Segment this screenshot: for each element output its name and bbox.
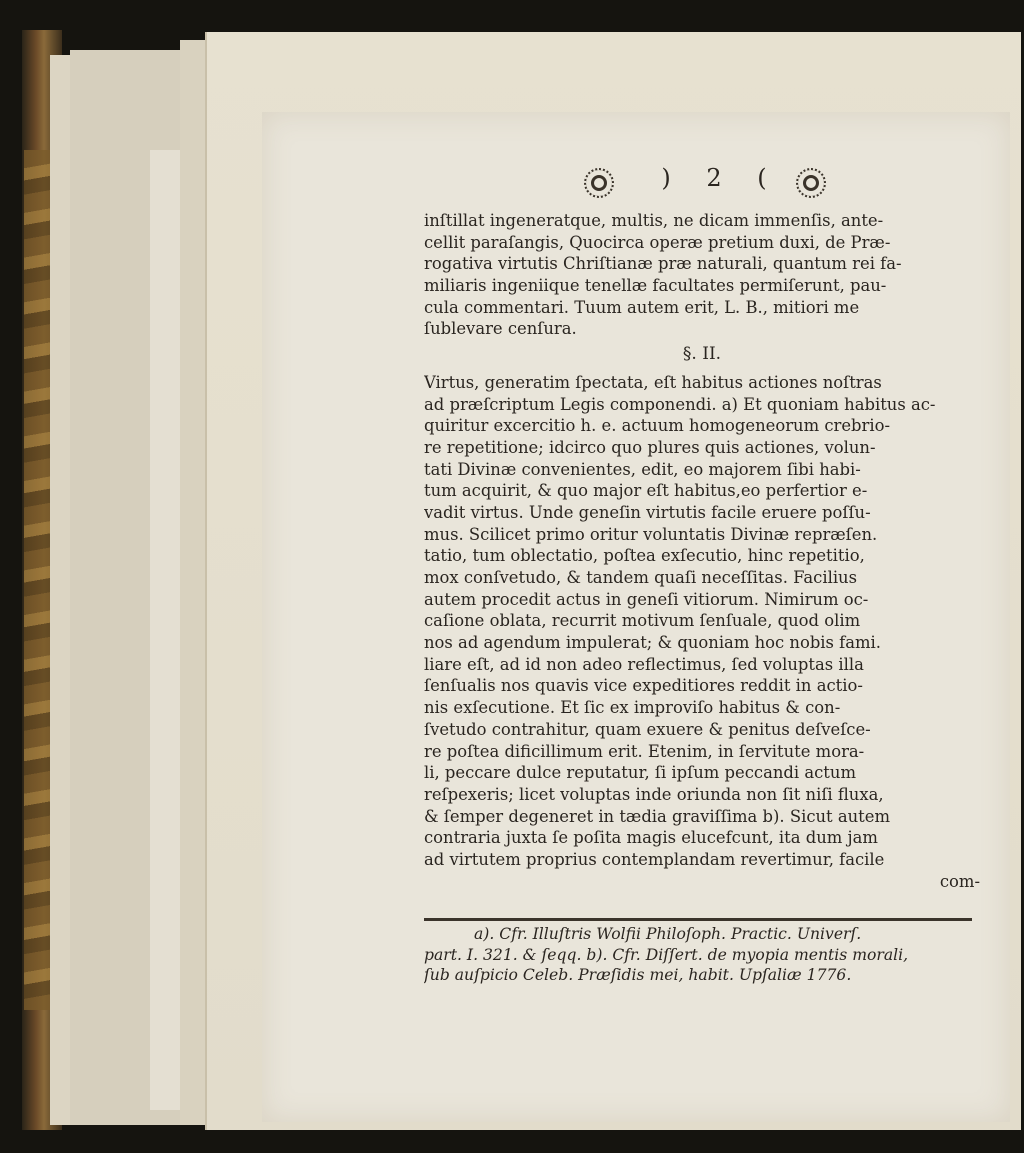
text-line: nis exſecutione. Et ſic ex improviſo habitus & con- bbox=[424, 698, 841, 718]
text-line: & ſemper degeneret in tædia graviſſima b). Sicut autem bbox=[424, 806, 891, 826]
marbled-edge bbox=[24, 150, 50, 1010]
footnote-divider bbox=[424, 918, 972, 921]
text-line: tati Divinæ convenientes, edit, eo majorem ſibi habi- bbox=[424, 459, 861, 479]
text-line: tatio, tum oblectatio, poſtea exſecutio, hinc repetitio, bbox=[424, 546, 865, 566]
text-line: ſenſualis nos quavis vice expeditiores reddit in actio- bbox=[424, 676, 863, 696]
text-line: autem procedit actus in geneſi vitiorum. Nimirum oc- bbox=[424, 589, 869, 609]
text-line: tum acquirit, & quo major eſt habitus,eo perfertior e- bbox=[424, 481, 868, 501]
text-line: miliaris ingeniique tenellæ facultates permiſerunt, pau- bbox=[424, 276, 887, 296]
text-line: quiritur excercitio h. e. actuum homogeneorum crebrio- bbox=[424, 416, 891, 436]
flower-ornament-right-icon bbox=[796, 168, 826, 198]
text-line: li, peccare dulce reputatur, ſi ipſum peccandi actum bbox=[424, 763, 856, 783]
page-number: ) 2 ( bbox=[661, 164, 781, 192]
footnote-line: part. I. 321. & ſeqq. b). Cfr. Diſſert. de myopia mentis morali, bbox=[424, 945, 909, 964]
footnotes bbox=[424, 924, 980, 986]
text-line: reſpexeris; licet voluptas inde oriunda non ſit niſi fluxa, bbox=[424, 784, 884, 804]
catchword: com- bbox=[939, 871, 980, 891]
text-line: ad virtutem proprius contemplandam revertimur, facile bbox=[424, 849, 885, 869]
text-line: ſvetudo contrahitur, quam exuere & penitus deſveſce- bbox=[424, 719, 871, 739]
footnote-line: ſub auſpicio Celeb. Præſidis mei, habit. Upſaliæ 1776. bbox=[424, 966, 852, 984]
text-line: liare eſt, ad id non adeo reflectimus, ſed voluptas illa bbox=[424, 654, 864, 674]
text-line: inſtillat ingeneratque, multis, ne dicam immenſis, ante- bbox=[424, 211, 884, 230]
text-line: contraria juxta ſe poſita magis elucefcunt, ita dum jam bbox=[424, 828, 878, 848]
text-line: nos ad agendum impulerat; & quoniam hoc nobis fami. bbox=[424, 633, 882, 653]
flower-ornament-left-icon bbox=[584, 168, 614, 198]
page-stack-inner bbox=[150, 150, 181, 1110]
footnote-line: a). Cfr. Illuſtris Wolfii Philoſoph. Practic. Univerſ. bbox=[474, 925, 862, 943]
text-line: re poſtea dificillimum erit. Etenim, in ſervitute mora- bbox=[424, 741, 865, 761]
section-heading: §. II. bbox=[682, 344, 722, 365]
printed-page bbox=[262, 112, 1010, 1122]
text-line: cula commentari. Tuum autem erit, L. B., mitiori me bbox=[424, 297, 860, 317]
text-line: re repetitione; idcirco quo plures quis actiones, volun- bbox=[424, 437, 876, 457]
body-text bbox=[424, 210, 980, 892]
text-line: Virtus, generatim ſpectata, eſt habitus actiones noſtras bbox=[424, 372, 882, 392]
text-line: mox conſvetudo, & tandem quaſi neceſſitas. Facilius bbox=[424, 568, 858, 588]
page-header bbox=[262, 160, 1010, 200]
text-line: caſione oblata, recurrit motivum ſenſuale, quod olim bbox=[424, 611, 861, 631]
text-line: cellit paraſangis, Quocirca operæ pretium duxi, de Præ- bbox=[424, 232, 891, 252]
text-line: rogativa virtutis Chriſtianæ præ naturali, quantum rei fa- bbox=[424, 254, 902, 274]
text-line: mus. Scilicet primo oritur voluntatis Divinæ repræſen. bbox=[424, 524, 878, 544]
text-line: ad præſcriptum Legis componendi. a) Et quoniam habitus ac- bbox=[424, 394, 936, 414]
text-line: ſublevare cenſura. bbox=[424, 319, 577, 339]
text-line: vadit virtus. Unde geneſin virtutis facile eruere poſſu- bbox=[424, 502, 871, 522]
